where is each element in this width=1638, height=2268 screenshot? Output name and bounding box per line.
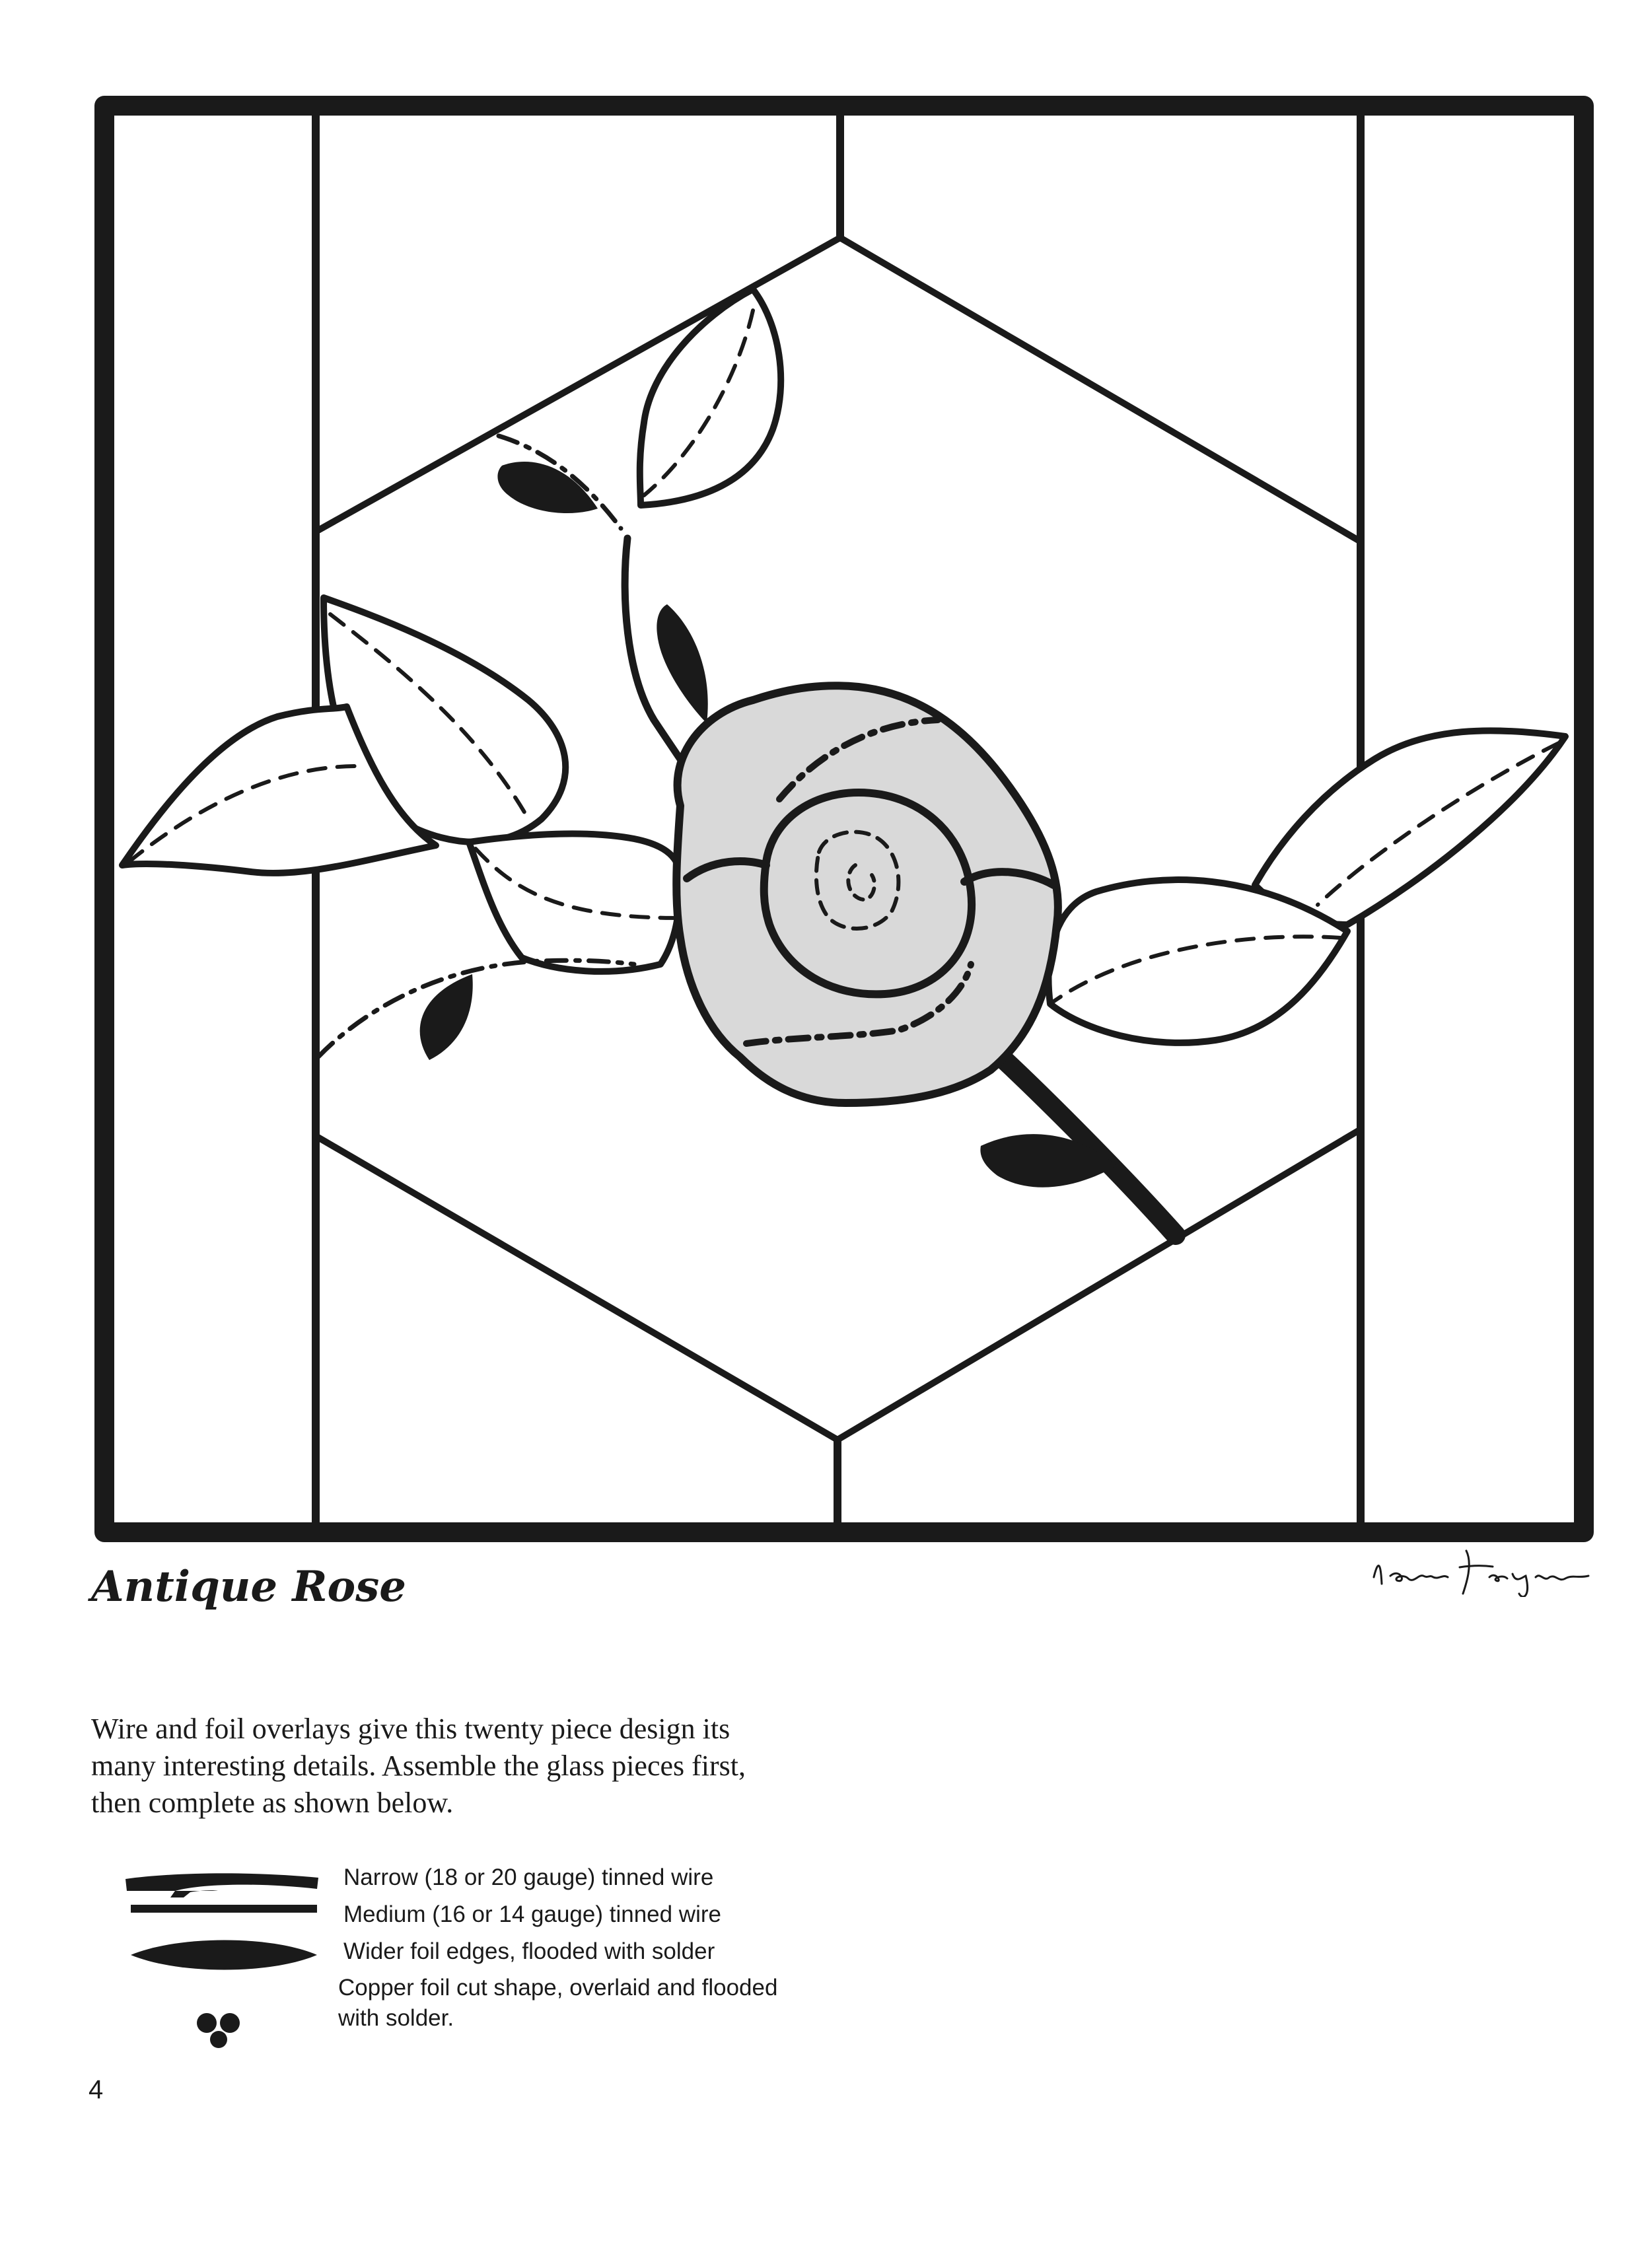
foil-dots-icon [197, 2013, 240, 2048]
right-lower-leaf [1049, 880, 1347, 1043]
wide-foil-edge-icon [131, 1940, 317, 1970]
legend-item-narrow-wire: Narrow (18 or 20 gauge) tinned wire [343, 1864, 714, 1890]
rose-outer [676, 686, 1058, 1103]
legend [119, 1859, 779, 2051]
legend-item-wide-foil: Wider foil edges, flooded with solder [343, 1938, 715, 1964]
pattern-title: Antique Rose [91, 1562, 406, 1612]
narrow-wire-icon [125, 1873, 318, 1897]
legend-item-medium-wire: Medium (16 or 14 gauge) tinned wire [343, 1901, 721, 1927]
lower-left-wire [318, 960, 634, 1057]
pattern-description: Wire and foil overlays give this twenty piece design its many interesting details. Assemble the glass pieces first, then complete as shown below. [91, 1713, 746, 1819]
foil-leaf-stem-top [657, 604, 707, 723]
legend-item-foil-shape: Copper foil cut shape, overlaid and flooded with solder. [338, 1975, 778, 2031]
right-upper-leaf [1255, 730, 1565, 925]
legend-icons [119, 1859, 337, 2051]
top-leaf [640, 289, 781, 505]
artist-signature [1367, 1538, 1592, 1597]
middle-leaf [469, 833, 680, 972]
page-number: 4 [89, 2075, 104, 2104]
legend-text [338, 1859, 806, 2034]
